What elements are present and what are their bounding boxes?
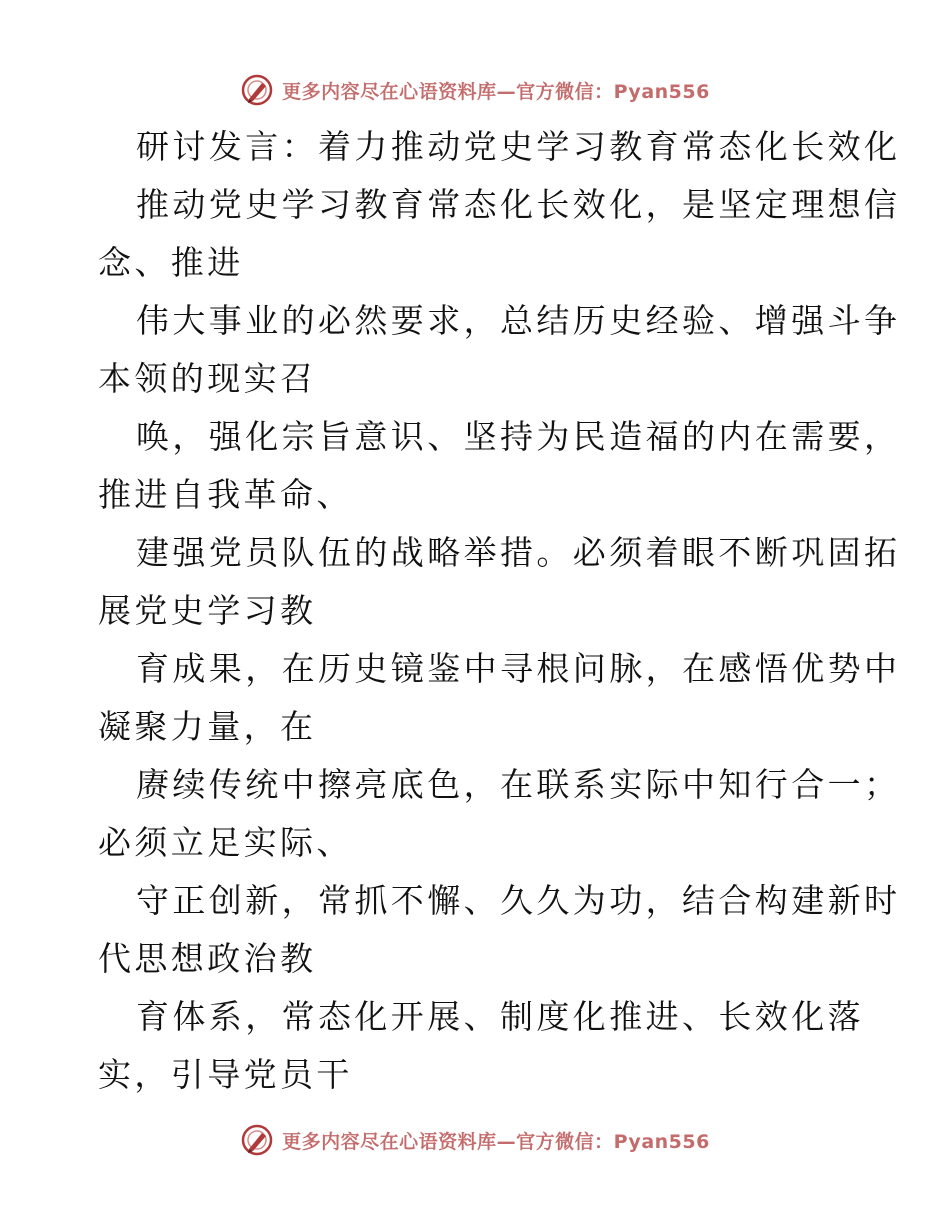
- body-line: 育成果，在历史镜鉴中寻根问脉，在感悟优势中: [136, 649, 901, 688]
- body-line: 守正创新，常抓不懈、久久为功，结合构建新时: [136, 881, 901, 920]
- body-line: 本领的现实召: [98, 359, 317, 398]
- body-line: 代思想政治教: [98, 939, 317, 978]
- pen-logo-icon: [240, 73, 274, 107]
- document-body: [0, 118, 950, 1104]
- body-line: 育体系，常态化开展、制度化推进、长效化落: [136, 997, 864, 1036]
- header-banner-text: 更多内容尽在心语资料库—官方微信：Pyan556: [282, 80, 710, 103]
- body-line: 建强党员队伍的战略举措。必须着眼不断巩固拓: [136, 533, 901, 572]
- body-line: 念、推进: [98, 243, 244, 282]
- body-line: 推动党史学习教育常态化长效化，是坚定理想信: [136, 185, 901, 224]
- body-line: 唤，强化宗旨意识、坚持为民造福的内在需要，: [136, 417, 901, 456]
- document-title: 研讨发言：着力推动党史学习教育常态化长效化: [136, 127, 901, 166]
- body-line: 赓续传统中擦亮底色，在联系实际中知行合一；: [136, 765, 901, 804]
- header-banner: [0, 70, 950, 110]
- body-line: 推进自我革命、: [98, 475, 353, 514]
- body-line: 凝聚力量，在: [98, 707, 317, 746]
- body-line: 伟大事业的必然要求，总结历史经验、增强斗争: [136, 301, 901, 340]
- body-line: 展党史学习教: [98, 591, 317, 630]
- pen-logo-icon: [240, 1123, 274, 1157]
- body-line: 必须立足实际、: [98, 823, 353, 862]
- footer-banner: [0, 1120, 950, 1160]
- body-line: 实，引导党员干: [98, 1055, 353, 1094]
- footer-banner-text: 更多内容尽在心语资料库—官方微信：Pyan556: [282, 1130, 710, 1153]
